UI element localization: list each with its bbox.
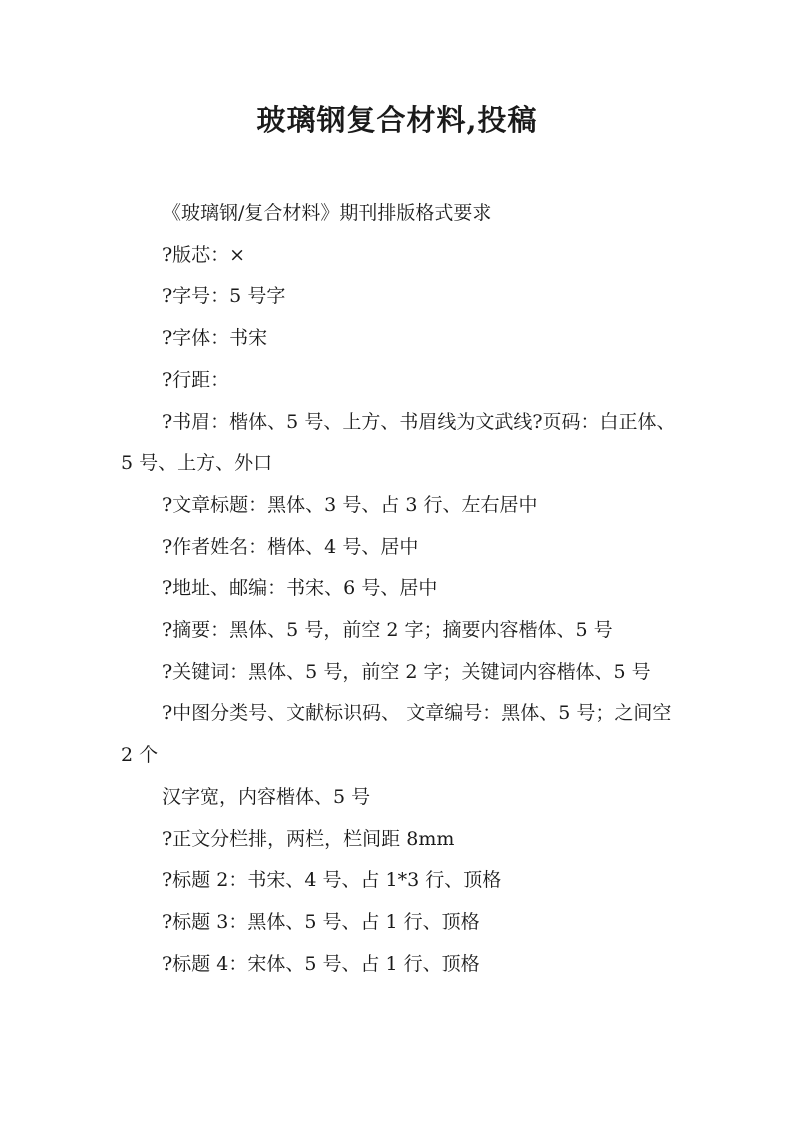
paragraph: ?行距： <box>162 368 230 391</box>
paragraph: ?关键词：黑体、5 号，前空 2 字；关键词内容楷体、5 号 <box>162 660 651 683</box>
document-body <box>121 193 677 985</box>
paragraph: 《玻璃钢/复合材料》期刊排版格式要求 <box>162 202 492 224</box>
paragraph: ?正文分栏排，两栏，栏间距 8mm <box>162 827 455 850</box>
document-title: 玻璃钢复合材料,投稿 <box>256 103 538 137</box>
paragraph: ?标题 4：宋体、5 号、占 1 行、顶格 <box>162 952 480 975</box>
paragraph: ?地址、邮编：书宋、6 号、居中 <box>162 577 438 600</box>
paragraph: ?摘要：黑体、5 号，前空 2 字；摘要内容楷体、5 号 <box>162 619 613 642</box>
paragraph: ?文章标题：黑体、3 号、占 3 行、左右居中 <box>162 493 538 516</box>
paragraph: ?字体：书宋 <box>162 327 268 350</box>
paragraph: ?标题 3：黑体、5 号、占 1 行、顶格 <box>162 910 480 933</box>
paragraph: ?标题 2：书宋、4 号、占 1*3 行、顶格 <box>162 869 502 892</box>
paragraph: ?书眉：楷体、5 号、上方、书眉线为文武线?页码：白正体、5 号、上方、外口 <box>121 410 676 475</box>
paragraph: ?字号：5 号字 <box>162 285 286 308</box>
paragraph: 汉字宽，内容楷体、5 号 <box>162 785 371 808</box>
paragraph: ?中图分类号、文献标识码、 文章编号：黑体、5 号；之间空 2 个 <box>121 702 672 767</box>
paragraph: ?版芯：× <box>162 243 246 266</box>
paragraph: ?作者姓名：楷体、4 号、居中 <box>162 535 419 558</box>
